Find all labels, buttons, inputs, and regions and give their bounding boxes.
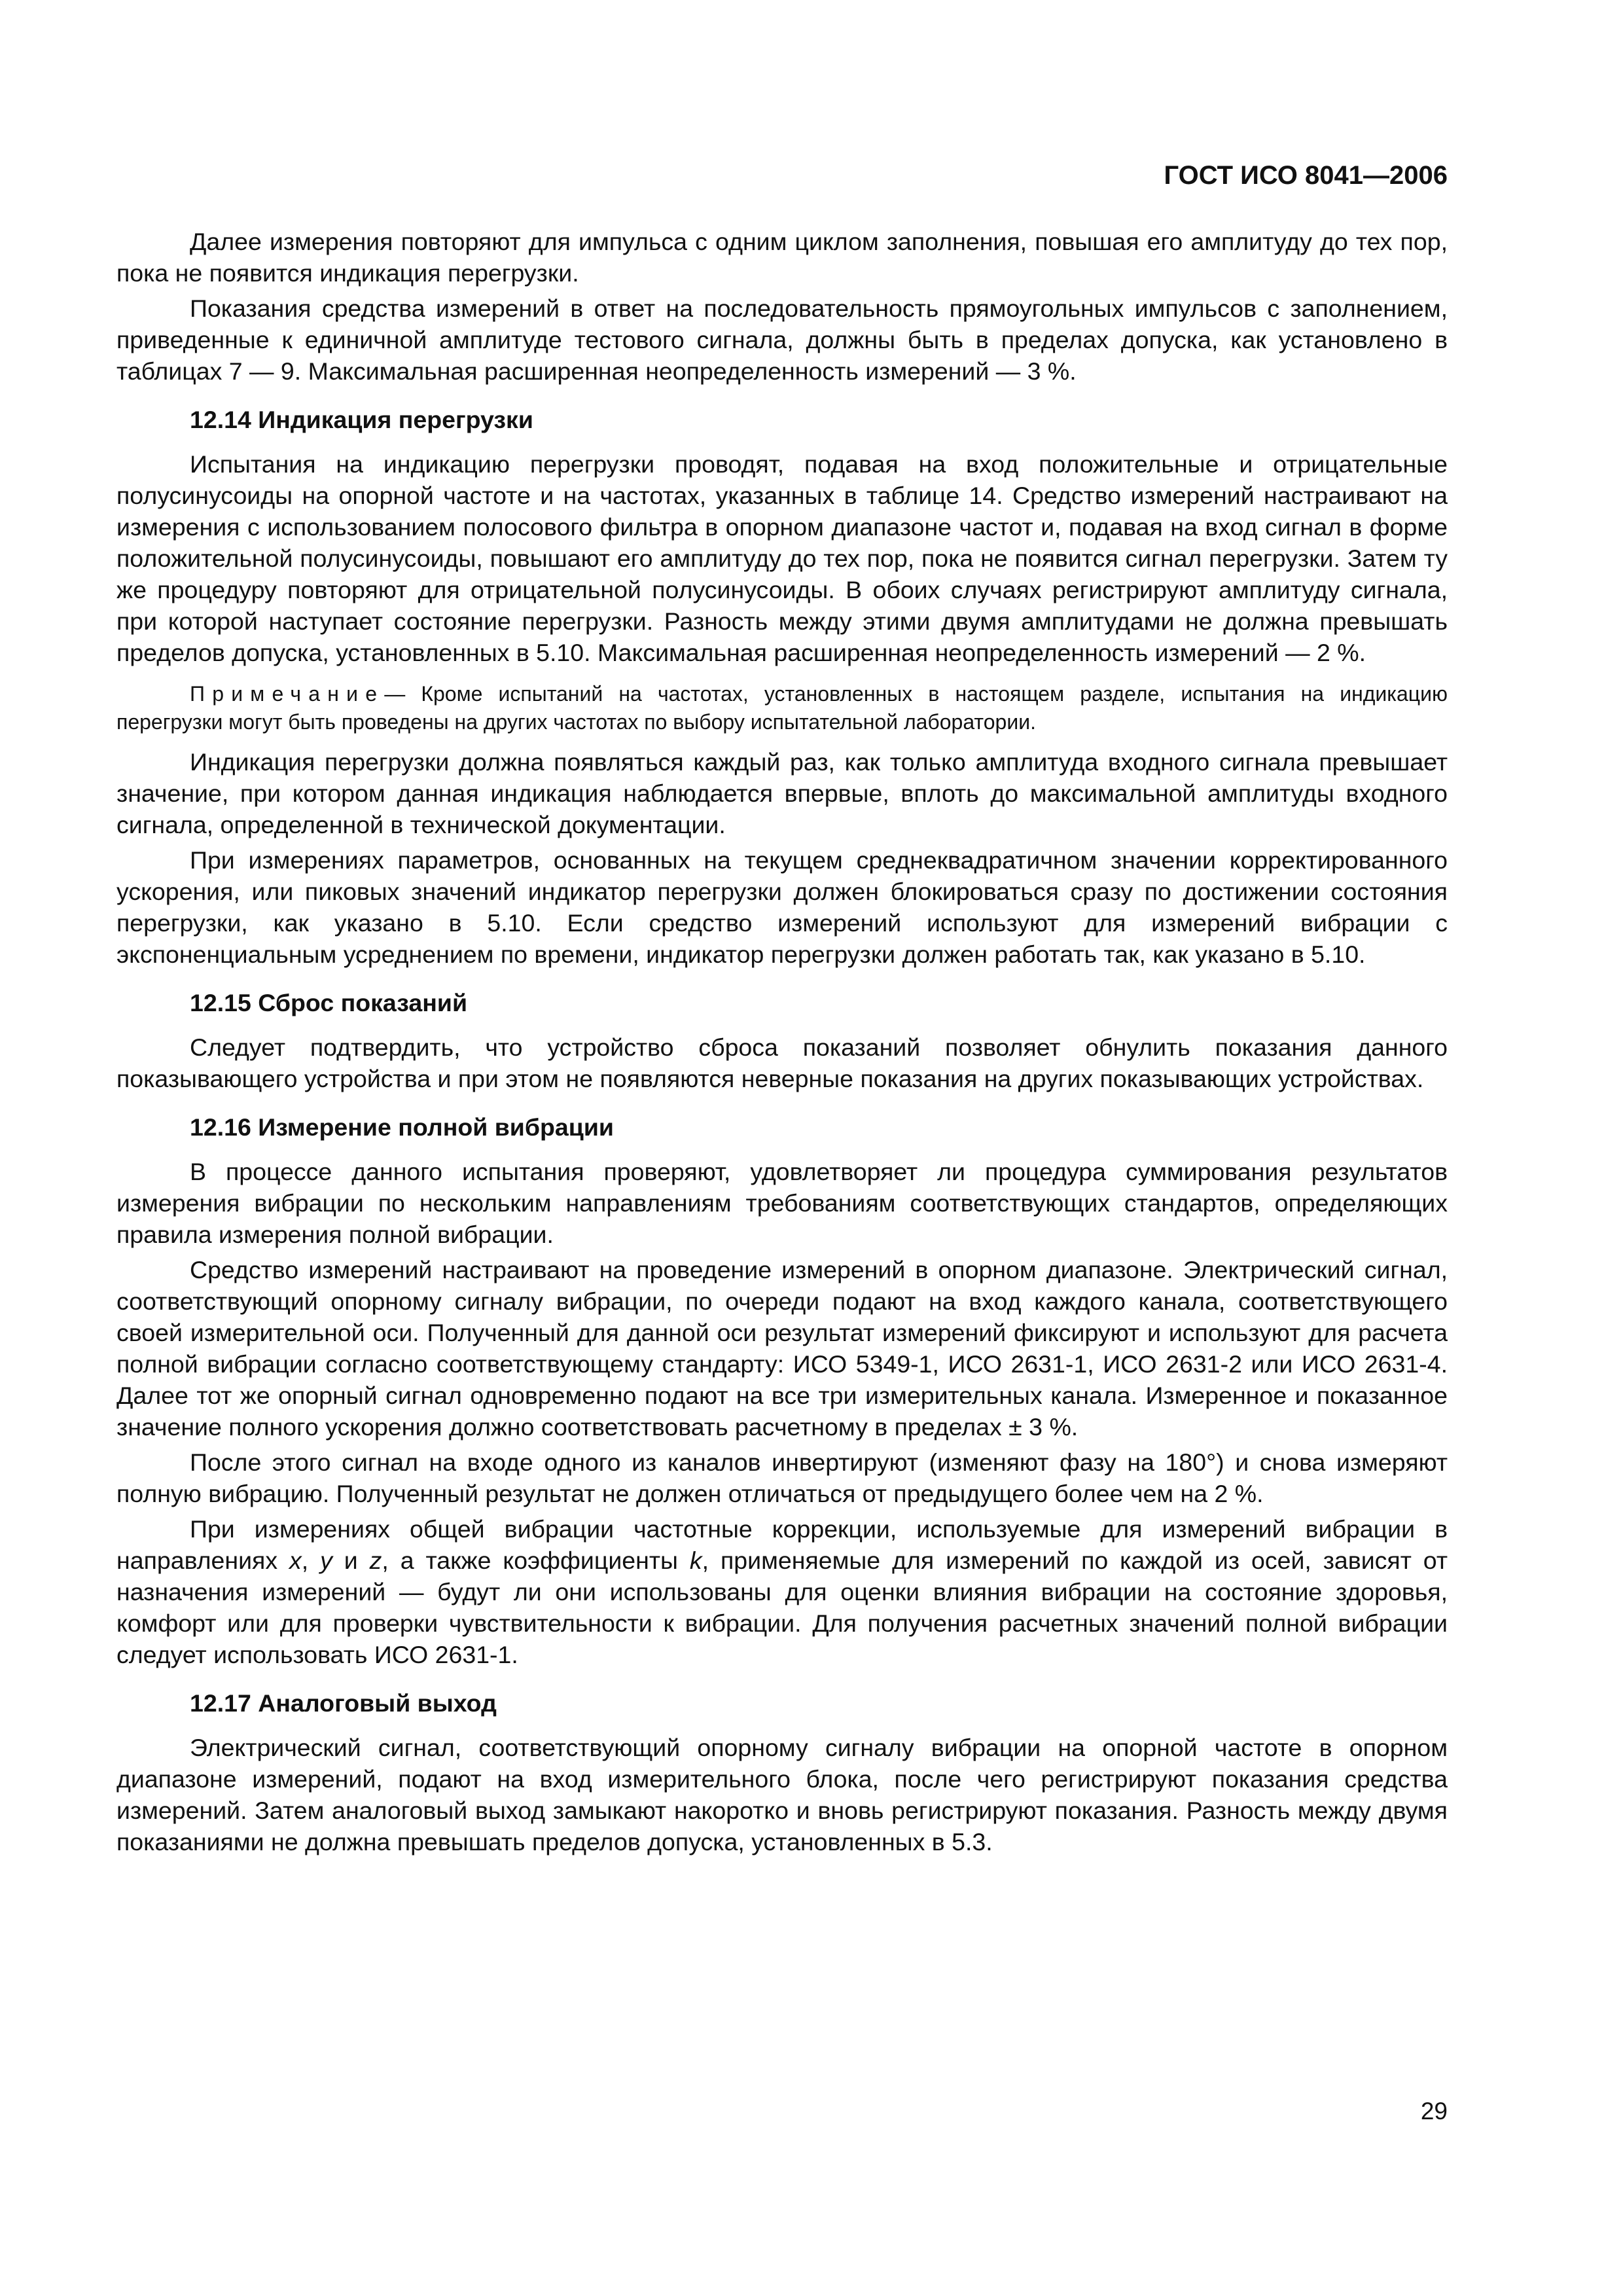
paragraph: Индикация перегрузки должна появляться каждый раз, как только амплитуда входного сигнала превышает значение, при котором данная индикация наблюдается впервые, вплоть до максимальной амплитуды входного сигнала, определенной в технической документации. <box>116 748 1448 839</box>
paragraph: После этого сигнал на входе одного из каналов инвертируют (изменяют фазу на 180°) и снова измеряют полную вибрацию. Полученный результат не должен отличаться от предыдущего более чем на 2 %. <box>116 1448 1448 1508</box>
document-body <box>116 226 1448 1861</box>
text-run: , а также коэффициенты <box>382 1547 690 1575</box>
text-run: , <box>301 1547 321 1575</box>
document-header: ГОСТ ИСО 8041—2006 <box>1164 161 1448 190</box>
axis-symbol-x: x <box>289 1547 302 1575</box>
note <box>116 680 1448 736</box>
paragraph: Далее измерения повторяют для импульса с одним циклом заполнения, повышая его амплитуду до тех пор, пока не появится индикация перегрузки. <box>116 228 1448 287</box>
text-run: , применяемые для измерений по каждой из осей, зависят от назначения измерений — будут ли они использованы для оценки влияния вибрации на состояние здоровья, комфорт или для проверки чувствительности к вибрации. Для получения расчетных значений полной вибрации следует использовать ИСО 2631-1. <box>116 1547 1448 1669</box>
coefficient-symbol-k: k <box>689 1547 702 1575</box>
paragraph <box>116 1513 1448 1670</box>
paragraph: При измерениях параметров, основанных на текущем среднеквадратичном значении корректированного ускорения, или пиковых значений индикатор перегрузки должен блокироваться сразу по достижении состояния перегрузки, как указано в 5.10. Если средство измерений используют для измерений вибрации с экспоненциальным усреднением по времени, индикатор перегрузки должен работать так, как указано в 5.10. <box>116 846 1448 969</box>
text-run: При измерениях общей вибрации частотные коррекции, используемые для измерений вибрации в направлениях <box>116 1515 1448 1575</box>
paragraph: Следует подтвердить, что устройство сброса показаний позволяет обнулить показания данного показывающего устройства и при этом не появляются неверные показания на других показывающих устройствах. <box>116 1033 1448 1093</box>
paragraph: Испытания на индикацию перегрузки проводят, подавая на вход положительные и отрицательные полусинусоиды на опорной частоте и на частотах, указанных в таблице 14. Средство измерений настраивают на измерения с использованием полосового фильтра в опорном диапазоне частот и, подавая на вход сигнал в форме положительной полусинусоиды, повышают его амплитуду до тех пор, пока не появится сигнал перегрузки. Затем ту же процедуру повторяют для отрицательной полусинусоиды. В обоих случаях регистрируют амплитуду сигнала, при которой наступает состояние перегрузки. Разность между этими двумя амплитудами не должна превышать пределов допуска, установленных в 5.10. Максимальная расширенная неопределенность измерений — 2 %. <box>116 450 1448 666</box>
section-heading-12-16: 12.16 Измерение полной вибрации <box>190 1113 614 1141</box>
page-number: 29 <box>1420 2098 1448 2125</box>
note-text: — Кроме испытаний на частотах, установленных в настоящем разделе, испытания на индикацию перегрузки могут быть проведены на других частотах по выбору испытательной лаборатории. <box>116 682 1448 734</box>
section-heading-12-15: 12.15 Сброс показаний <box>190 989 467 1017</box>
text-run: и <box>332 1547 370 1575</box>
note-label: Примечание <box>190 682 385 706</box>
axis-symbol-y: y <box>320 1547 332 1575</box>
paragraph: Показания средства измерений в ответ на последовательность прямоугольных импульсов с заполнением, приведенные к единичной амплитуде тестового сигнала, должны быть в пределах допуска, как установлено в таблицах 7 — 9. Максимальная расширенная неопределенность измерений — 3 %. <box>116 295 1448 385</box>
paragraph: Электрический сигнал, соответствующий опорному сигналу вибрации на опорной частоте в опорном диапазоне измерений, подают на вход измерительного блока, после чего регистрируют показания средства измерений. Затем аналоговый выход замыкают накоротко и вновь регистрируют показания. Разность между двумя показаниями не должна превышать пределов допуска, установленных в 5.3. <box>116 1734 1448 1856</box>
section-heading-12-17: 12.17 Аналоговый выход <box>190 1689 497 1717</box>
axis-symbol-z: z <box>369 1547 382 1575</box>
paragraph: В процессе данного испытания проверяют, удовлетворяет ли процедура суммирования результатов измерения вибрации по нескольким направлениям требованиям соответствующих стандартов, определяющих правила измерения полной вибрации. <box>116 1158 1448 1249</box>
section-heading-12-14: 12.14 Индикация перегрузки <box>190 406 533 433</box>
paragraph: Средство измерений настраивают на проведение измерений в опорном диапазоне. Электрический сигнал, соответствующий опорному сигналу вибрации, по очереди подают на вход каждого канала, соответствующего своей измерительной оси. Полученный для данной оси результат измерений фиксируют и используют для расчета полной вибрации согласно соответствующему стандарту: ИСО 5349-1, ИСО 2631-1, ИСО 2631-2 или ИСО 2631-4. Далее тот же опорный сигнал одновременно подают на все три измерительных канала. Измеренное и показанное значение полного ускорения должно соответствовать расчетному в пределах ± 3 %. <box>116 1256 1448 1441</box>
